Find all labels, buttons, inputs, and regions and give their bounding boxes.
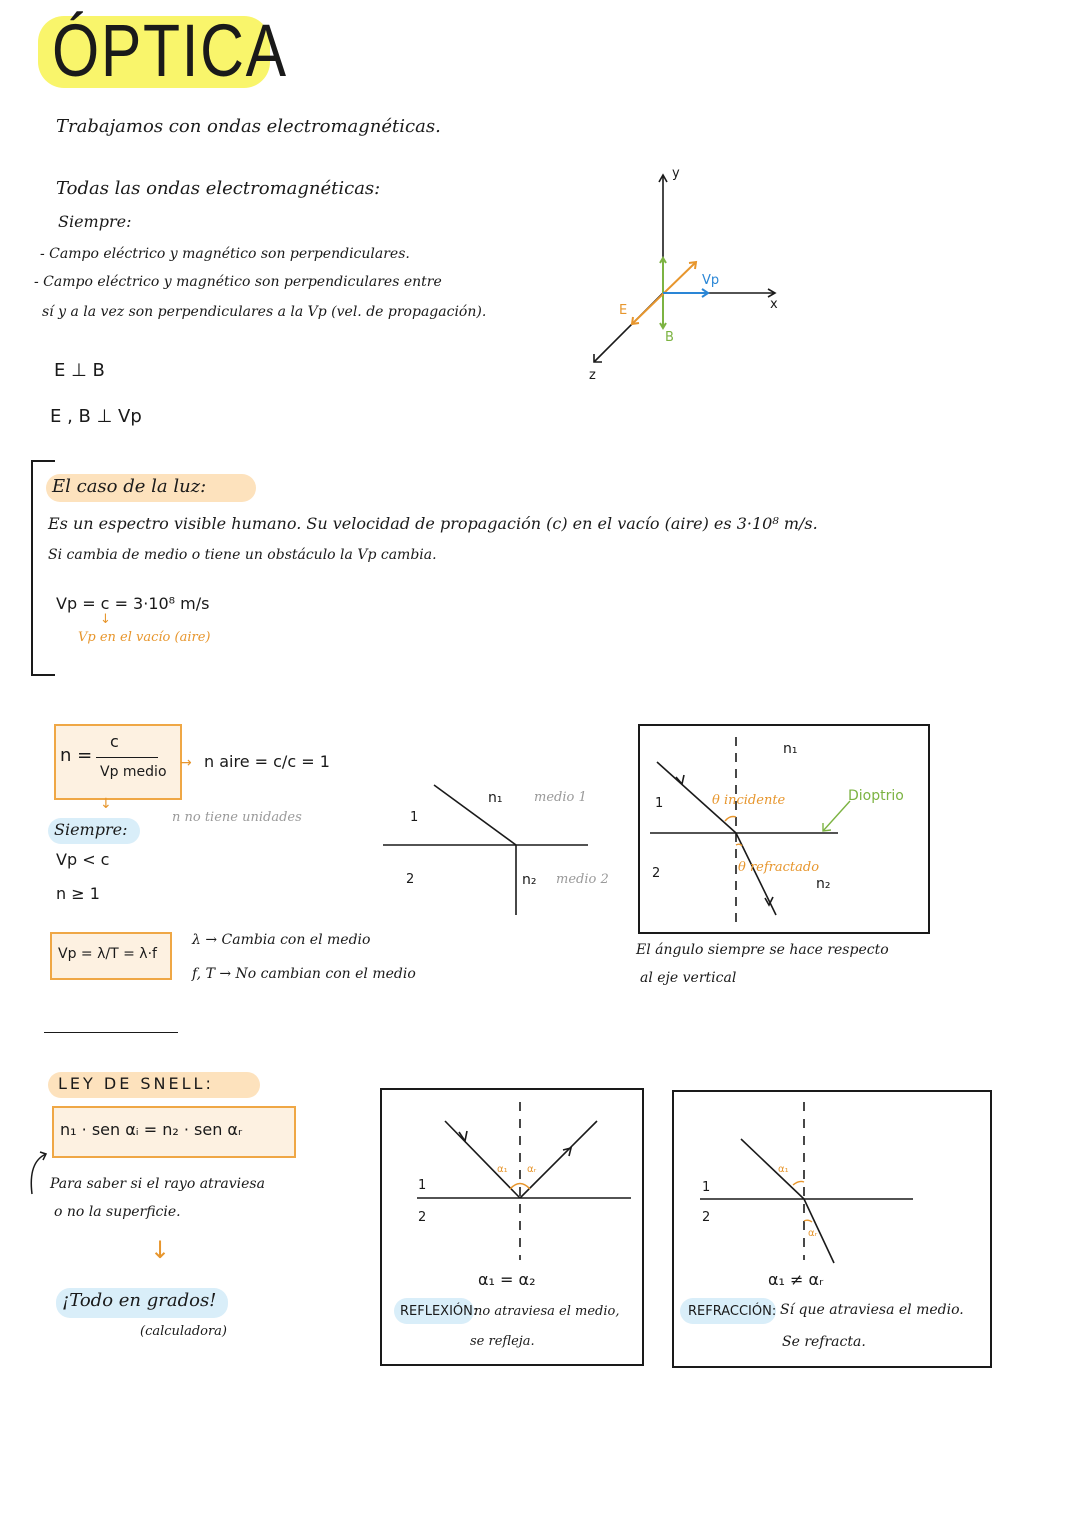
arrow-down-icon: ↓ [100,796,112,812]
formula-eb-perp-vp: E , B ⊥ Vp [50,406,142,427]
reflexion-equation: α₁ = α₂ [478,1270,536,1289]
luz-formula: Vp = c = 3·10⁸ m/s [56,594,210,613]
grados-text: ¡Todo en grados! [62,1290,217,1311]
reflexion-medio-1: 1 [418,1178,427,1193]
reflexion-tag: REFLEXIÓN: [400,1304,478,1319]
snell-formula: n₁ · sen αᵢ = n₂ · sen αᵣ [60,1120,243,1139]
reflexion-text-2: se refleja. [470,1334,535,1349]
intro-line-1: Trabajamos con ondas electromagnéticas. [56,116,441,137]
dioptrio-n2: n₂ [816,876,831,892]
page-title: ÓPTICA [52,9,288,92]
n-ge-1: n ≥ 1 [56,884,100,903]
theta-refractado-label: θ refractado [738,860,820,875]
medio-1-number: 1 [410,810,419,825]
fraction-bar [96,757,158,758]
n-formula-num: c [110,732,119,751]
vector-b-label: B [665,330,674,345]
intro-line-2: Todas las ondas electromagnéticas: [56,178,381,199]
reflexion-alpha-1: α₁ [497,1164,508,1175]
medio-2-number: 2 [406,872,415,887]
luz-line-1: Es un espectro visible humano. Su velocidad de propagación (c) en el vacío (aire) es 3·10⁸ m/s. [48,514,818,533]
ft-note: f, T → No cambian con el medio [192,966,416,982]
dioptrio-medio-2: 2 [652,866,661,881]
medio-1-label: medio 1 [534,790,587,805]
no-unidades-note: n no tiene unidades [172,810,302,825]
refraccion-diagram [665,1080,995,1375]
axis-x-label: x [770,297,778,312]
n-formula-label: n = [60,745,93,766]
luz-note: Vp en el vacío (aire) [78,630,211,645]
axis-y-label: y [672,166,680,181]
refraccion-medio-2: 2 [702,1210,711,1225]
section-divider [44,1032,178,1033]
n2-label: n₂ [522,872,537,888]
n-formula-den: Vp medio [100,764,167,780]
snell-heading: LEY DE SNELL: [58,1074,214,1093]
dioptrio-caption-2: al eje vertical [640,970,737,986]
refraccion-equation: α₁ ≠ αᵣ [768,1270,824,1289]
reflexion-text-1: no atraviesa el medio, [474,1304,620,1319]
luz-line-2: Si cambia de medio o tiene un obstáculo la Vp cambia. [48,547,437,563]
vp-formula: Vp = λ/T = λ·f [58,946,157,962]
snell-note-1: Para saber si el rayo atraviesa [50,1176,265,1192]
refraccion-text-1: Sí que atraviesa el medio. [780,1302,964,1318]
axis-z-label: z [589,368,596,383]
siempre-label: Siempre: [54,820,128,839]
vector-e-label: E [619,303,628,318]
theta-incidente-label: θ incidente [712,793,786,808]
luz-heading: El caso de la luz: [52,476,207,497]
arrow-right-icon: → [180,755,192,771]
formula-e-perp-b: E ⊥ B [54,360,105,381]
reflexion-diagram [375,1080,650,1375]
lambda-note: λ → Cambia con el medio [192,932,371,948]
intro-bullet-3: sí y a la vez son perpendiculares a la Vp (vel. de propagación). [42,304,487,320]
refraccion-medio-1: 1 [702,1180,711,1195]
refraccion-alpha-r: αᵣ [808,1228,818,1239]
medio-2-label: medio 2 [556,872,609,887]
luz-arrow-icon: ↓ [100,612,111,627]
curved-arrow-icon [26,1150,50,1200]
reflexion-alpha-r: αᵣ [527,1164,537,1175]
refraccion-tag: REFRACCIÓN: [688,1304,777,1319]
refraccion-text-2: Se refracta. [782,1334,866,1350]
intro-bullet-2: - Campo eléctrico y magnético son perpendiculares entre [34,274,442,290]
reflexion-medio-2: 2 [418,1210,427,1225]
dioptrio-medio-1: 1 [655,796,664,811]
snell-note-2: o no la superficie. [54,1204,181,1220]
n-aire: n aire = c/c = 1 [204,752,330,771]
dioptrio-caption-1: El ángulo siempre se hace respecto [636,942,889,958]
dioptrio-label: Dioptrio [848,788,904,804]
intro-siempre: Siempre: [58,212,132,231]
intro-bullet-1: - Campo eléctrico y magnético son perpendiculares. [40,246,410,262]
calculadora-text: (calculadora) [140,1324,228,1339]
vector-vp-label: Vp [702,273,720,288]
snell-arrow-down-icon: ↓ [150,1236,171,1264]
n1-label: n₁ [488,790,503,806]
refraccion-alpha-1: α₁ [778,1164,789,1175]
vp-lt-c: Vp < c [56,850,110,869]
dioptrio-n1: n₁ [783,741,798,757]
axes-diagram [580,160,800,390]
